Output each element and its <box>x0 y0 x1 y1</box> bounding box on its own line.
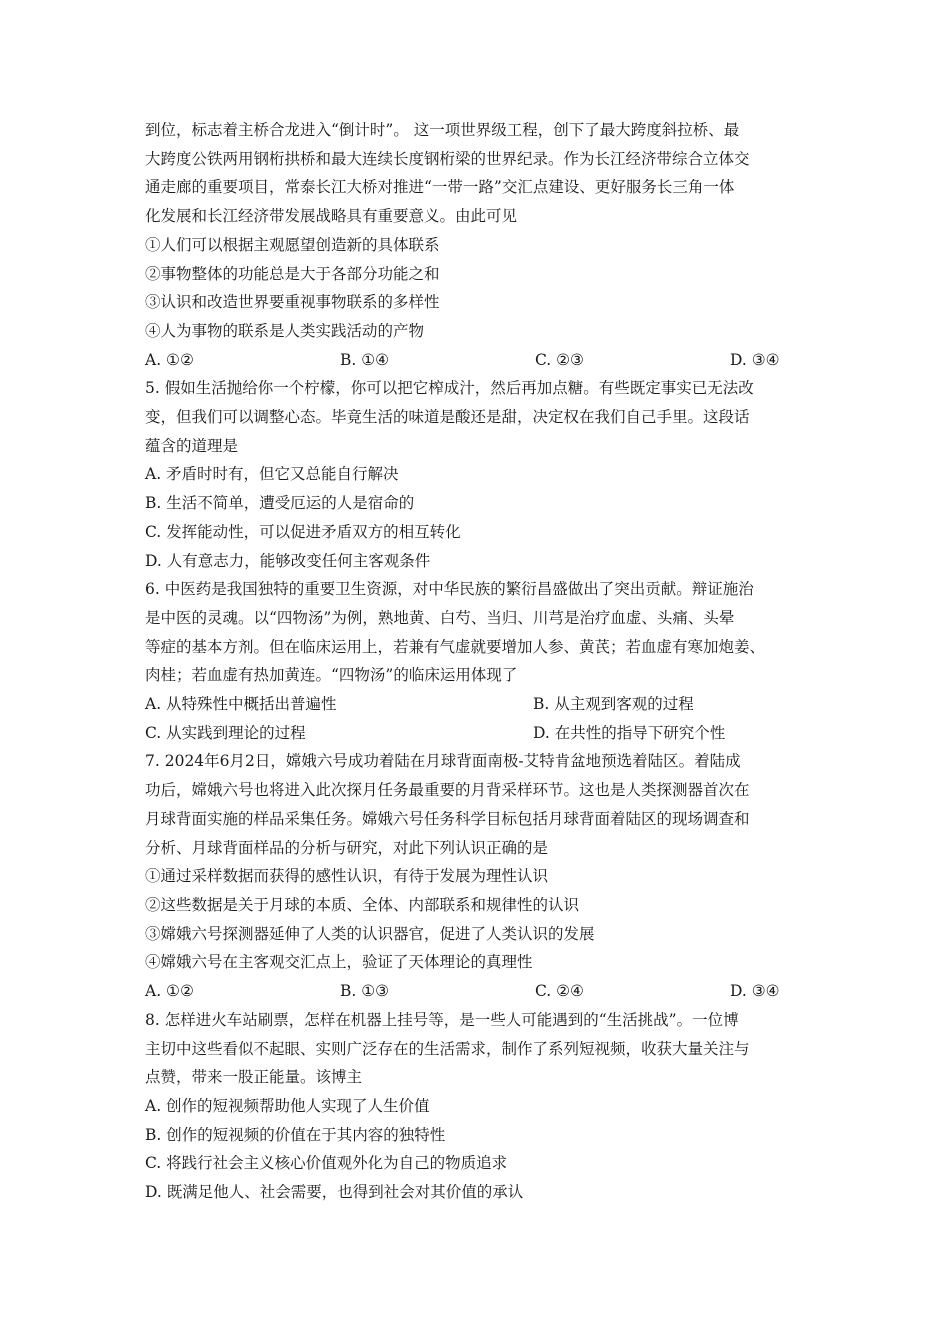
q4-stem-line: 化发展和长江经济带发展战略具有重要意义。由此可见 <box>145 207 518 226</box>
question-8 <box>145 1006 815 1207</box>
q4-statement: ③认识和改造世界要重视事物联系的多样性 <box>145 293 440 312</box>
q4-options <box>145 346 815 375</box>
q7-stem-line: 月球背面实施的样品采集任务。嫦娥六号任务科学目标包括月球背面着陆区的现场调查和 <box>145 809 750 828</box>
q6-stem-line: 6. 中医药是我国独特的重要卫生资源，对中华民族的繁衍昌盛做出了突出贡献。辩证施治 <box>145 580 754 599</box>
q8-option-b[interactable]: B. 创作的短视频的价值在于其内容的独特性 <box>145 1125 446 1144</box>
question-6 <box>145 575 815 747</box>
q7-stem-line: 功后，嫦娥六号也将进入此次探月任务最重要的月背采样环节。这也是人类探测器首次在 <box>145 781 750 800</box>
q7-option-b[interactable]: B. ①③ <box>340 982 390 1001</box>
question-5 <box>145 374 815 575</box>
question-4 <box>145 116 815 374</box>
q6-stem-line: 肉桂；若血虚有热加黄连。“四物汤”的临床运用体现了 <box>145 666 518 685</box>
q6-stem-line: 等症的基本方剂。但在临床运用上，若兼有气虚就要增加人参、黄芪；若血虚有寒加炮姜、 <box>145 637 766 656</box>
q6-option-b[interactable]: B. 从主观到客观的过程 <box>533 695 694 714</box>
q6-option-a[interactable]: A. 从特殊性中概括出普遍性 <box>145 695 337 714</box>
q6-stem-line: 是中医的灵魂。以“四物汤”为例，熟地黄、白芍、当归、川芎是治疗血虚、头痛、头晕 <box>145 608 735 627</box>
q7-option-a[interactable]: A. ①② <box>145 982 194 1001</box>
q6-option-c[interactable]: C. 从实践到理论的过程 <box>145 723 306 742</box>
question-7 <box>145 747 815 1005</box>
q7-options <box>145 977 815 1006</box>
q8-stem-line: 主切中这些看似不起眼、实则广泛存在的生活需求，制作了系列短视频，收获大量关注与 <box>145 1039 750 1058</box>
q7-option-d[interactable]: D. ③④ <box>730 982 780 1001</box>
q5-stem-line: 5. 假如生活抛给你一个柠檬，你可以把它榨成汁，然后再加点糖。有些既定事实已无法改 <box>145 379 754 398</box>
q7-stem-line: 7. 2024年6月2日，嫦娥六号成功着陆在月球背面南极-艾特肯盆地预选着陆区。着陆成 <box>145 752 741 771</box>
q4-stem-line: 到位，标志着主桥合龙进入“倒计时”。 这一项世界级工程，创下了最大跨度斜拉桥、最 <box>145 121 740 139</box>
q7-statement: ③嫦娥六号探测器延伸了人类的认识器官，促进了人类认识的发展 <box>145 924 595 943</box>
q5-stem-line: 变，但我们可以调整心态。毕竟生活的味道是酸还是甜，决定权在我们自己手里。这段话 <box>145 408 750 427</box>
q6-options-row <box>145 690 815 719</box>
exam-page <box>145 116 815 1207</box>
q4-option-b[interactable]: B. ①④ <box>340 350 390 369</box>
q5-option-d[interactable]: D. 人有意志力，能够改变任何主客观条件 <box>145 551 431 570</box>
q7-option-c[interactable]: C. ②④ <box>535 982 584 1001</box>
q7-statement: ④嫦娥六号在主客观交汇点上，验证了天体理论的真理性 <box>145 953 533 972</box>
q7-stem-line: 分析、月球背面样品的分析与研究，对此下列认识正确的是 <box>145 838 549 857</box>
q8-stem-line: 点赞，带来一股正能量。该博主 <box>145 1068 363 1087</box>
q8-stem-line: 8. 怎样进火车站刷票，怎样在机器上挂号等，是一些人可能遇到的“生活挑战”。一位博 <box>145 1010 739 1029</box>
q4-statement: ④人为事物的联系是人类实践活动的产物 <box>145 321 425 340</box>
q8-option-c[interactable]: C. 将践行社会主义核心价值观外化为自己的物质追求 <box>145 1154 508 1173</box>
q4-stem-line: 通走廊的重要项目，常泰长江大桥对推进“一带一路”交汇点建设、更好服务长三角一体 <box>145 178 735 197</box>
q4-option-c[interactable]: C. ②③ <box>535 350 584 369</box>
q5-option-b[interactable]: B. 生活不简单，遭受厄运的人是宿命的 <box>145 494 415 513</box>
q7-statement: ②这些数据是关于月球的本质、全体、内部联系和规律性的认识 <box>145 895 580 914</box>
q6-option-d[interactable]: D. 在共性的指导下研究个性 <box>533 723 726 742</box>
q8-option-d[interactable]: D. 既满足他人、社会需要，也得到社会对其价值的承认 <box>145 1183 524 1202</box>
q7-statement: ①通过采样数据而获得的感性认识，有待于发展为理性认识 <box>145 867 549 886</box>
q4-stem-line: 大跨度公铁两用钢桁拱桥和最大连续长度钢桁梁的世界纪录。作为长江经济带综合立体交 <box>145 149 750 168</box>
q4-option-d[interactable]: D. ③④ <box>730 350 780 369</box>
q5-option-a[interactable]: A. 矛盾时时有，但它又总能自行解决 <box>145 465 399 484</box>
q5-stem-line: 蕴含的道理是 <box>145 436 239 455</box>
q8-option-a[interactable]: A. 创作的短视频帮助他人实现了人生价值 <box>145 1096 430 1115</box>
q4-option-a[interactable]: A. ①② <box>145 350 194 369</box>
q4-statement: ①人们可以根据主观愿望创造新的具体联系 <box>145 235 440 254</box>
q4-statement: ②事物整体的功能总是大于各部分功能之和 <box>145 264 440 283</box>
q5-option-c[interactable]: C. 发挥能动性，可以促进矛盾双方的相互转化 <box>145 522 461 541</box>
q6-options-row <box>145 719 815 748</box>
